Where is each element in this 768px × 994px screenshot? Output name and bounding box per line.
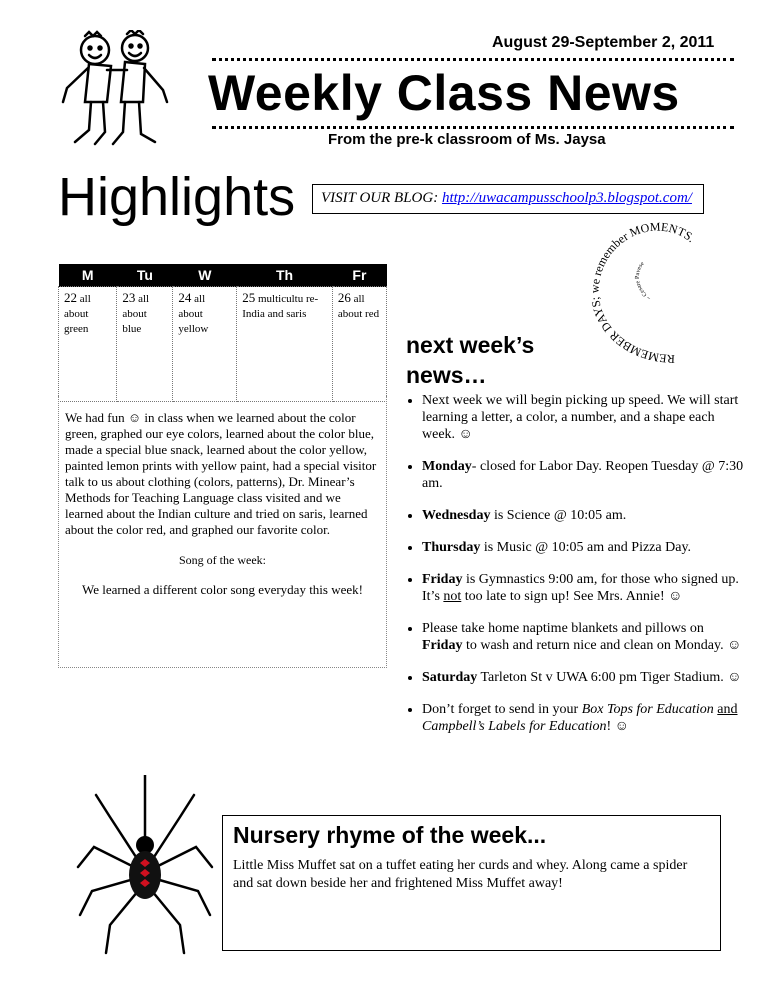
spiral-quote bbox=[585, 215, 725, 365]
schedule-header-row bbox=[59, 264, 387, 287]
day-header: Th bbox=[237, 264, 333, 287]
nursery-rhyme-box bbox=[222, 815, 721, 951]
recap-text: We had fun ☺ in class when we learned about the color green, graphed our eye colors, learned about the color blue, made a special blue snack, learned about the color yellow, painted lemon prints with yellow paint, had a special visitor talk to us about clothing (colors, patterns), Dr. Minear’s Methods for Teaching Language class visited and we learned about the Indian culture and tried on saris, learned about the color red, and graphed our favorite color. bbox=[65, 410, 377, 537]
list-item: • Next week we will begin picking up speed. We will start learning a letter, a color, a number, and a shape each week. ☺ bbox=[422, 392, 744, 443]
song-text: We learned a different color song everyday this week! bbox=[82, 582, 363, 597]
newsletter-title: Weekly Class News bbox=[208, 65, 680, 121]
kids-clipart bbox=[55, 30, 180, 150]
nursery-text: Little Miss Muffet sat on a tuffet eating her curds and whey. Along came a spider and sat down beside her and frightened Miss Muffet away! bbox=[233, 858, 688, 891]
schedule-cell-tuesday: 23 all about blue bbox=[117, 287, 173, 402]
top-divider bbox=[212, 58, 734, 61]
list-item: • Wednesday is Science @ 10:05 am. bbox=[422, 507, 744, 524]
song-label: Song of the week: bbox=[179, 553, 266, 567]
blog-link[interactable]: http://uwacampusschoolp3.blogspot.com/ bbox=[441, 190, 692, 206]
blog-box bbox=[312, 184, 704, 214]
bottom-divider bbox=[212, 126, 734, 129]
list-item: • Monday- closed for Labor Day. Reopen Tuesday @ 7:30 am. bbox=[422, 458, 744, 492]
list-item: • Please take home naptime blankets and pillows on Friday to wash and return nice and clean on Monday. ☺ bbox=[422, 620, 744, 654]
list-item: • Friday is Gymnastics 9:00 am, for those who signed up. It’s not too late to sign up! See Mrs. Annie! ☺ bbox=[422, 571, 744, 605]
schedule-cell-friday: 26 all about red bbox=[332, 287, 386, 402]
schedule-row bbox=[59, 287, 387, 402]
nursery-heading: Nursery rhyme of the week... bbox=[233, 822, 547, 848]
spider-clipart bbox=[70, 775, 220, 960]
day-header: Fr bbox=[332, 264, 386, 287]
next-week-heading: next week’s news… bbox=[406, 332, 535, 388]
list-item: • Thursday is Music @ 10:05 am and Pizza Day. bbox=[422, 539, 744, 556]
list-item: • Don’t forget to send in your Box Tops for Education and Campbell’s Labels for Education! ☺ bbox=[422, 701, 744, 735]
weekly-schedule-table bbox=[58, 264, 387, 402]
list-item: • Saturday Tarleton St v UWA 6:00 pm Tiger Stadium. ☺ bbox=[422, 669, 744, 686]
next-week-list bbox=[406, 392, 744, 750]
quote-outer-text: REMEMBER DAYS; we remember MOMENTS. bbox=[587, 219, 698, 365]
schedule-cell-thursday: 25 multicultu re- India and saris bbox=[237, 287, 333, 402]
day-header: W bbox=[173, 264, 237, 287]
blog-label: VISIT OUR BLOG: bbox=[321, 190, 439, 206]
schedule-cell-monday: 22 all about green bbox=[59, 287, 117, 402]
day-header: Tu bbox=[117, 264, 173, 287]
newsletter-subtitle: From the pre-k classroom of Ms. Jaysa bbox=[328, 131, 606, 148]
issue-date: August 29-September 2, 2011 bbox=[492, 34, 715, 51]
schedule-cell-wednesday: 24 all about yellow bbox=[173, 287, 237, 402]
weekly-recap bbox=[58, 396, 387, 668]
day-header: M bbox=[59, 264, 117, 287]
highlights-heading: Highlights bbox=[58, 167, 296, 227]
quote-author: ~ Cesare Pavese bbox=[634, 261, 652, 301]
smiley-icon: ☺ bbox=[127, 410, 142, 425]
